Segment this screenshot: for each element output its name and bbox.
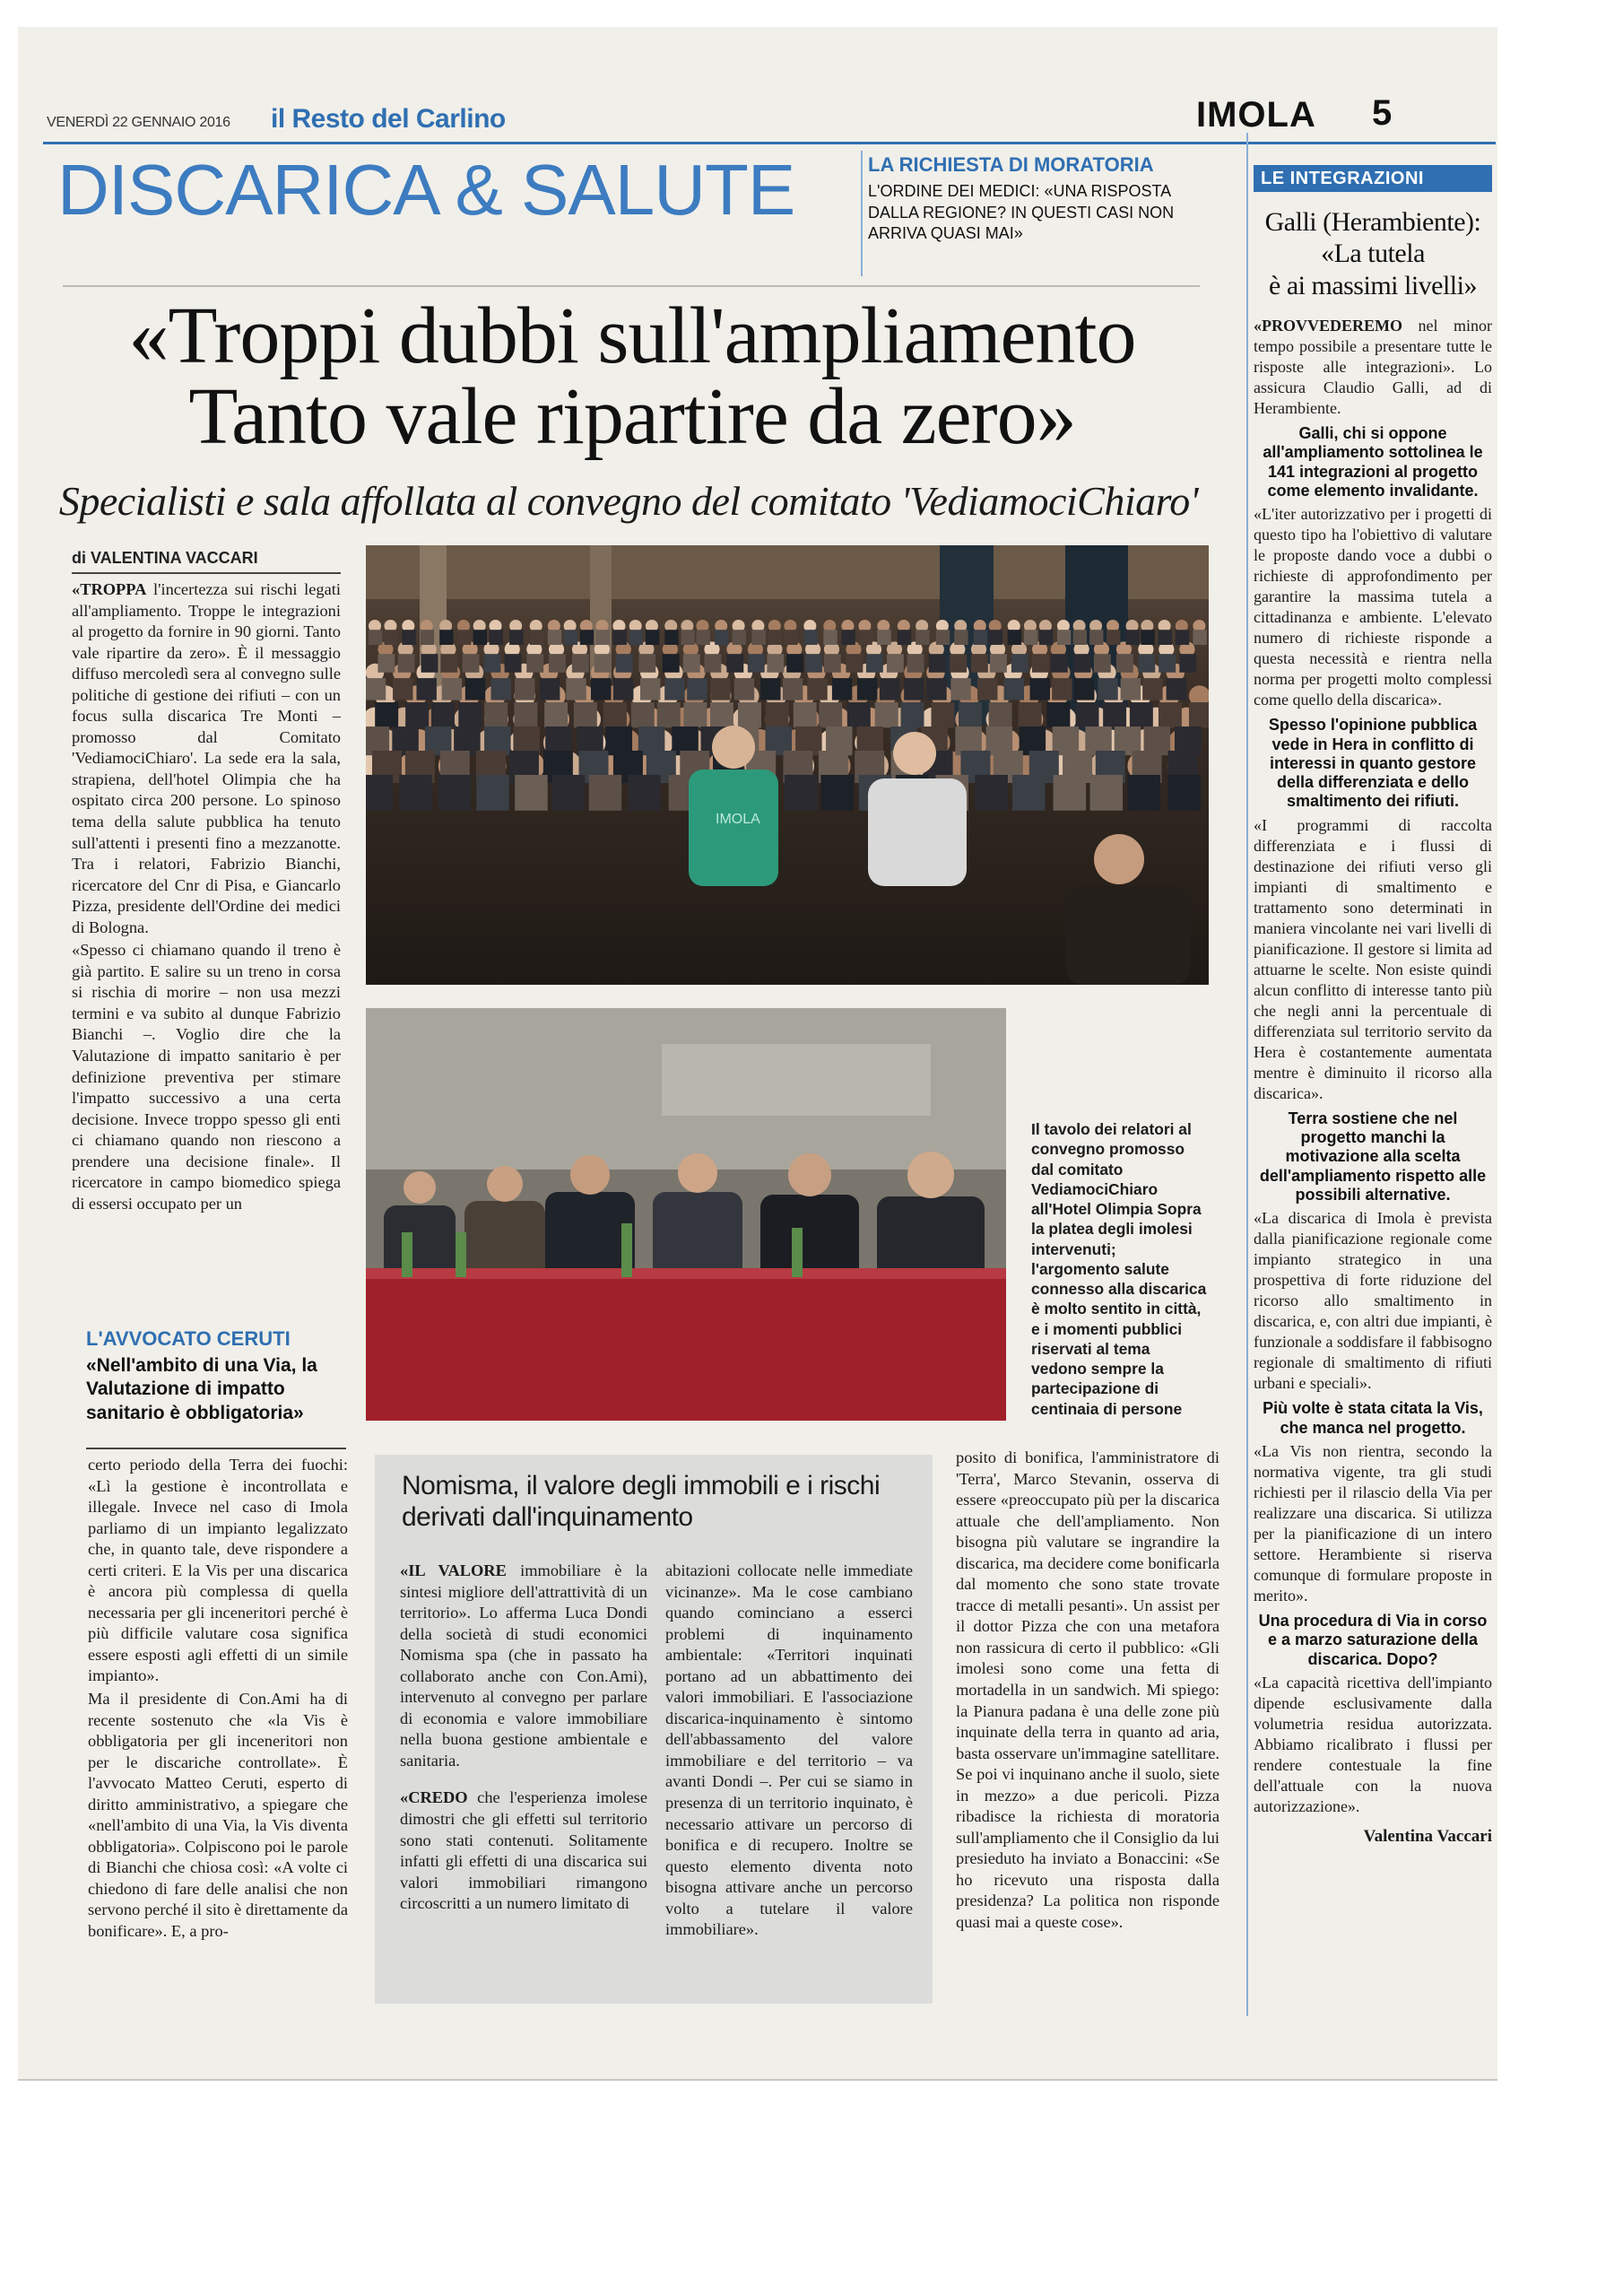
audience-body — [1073, 630, 1087, 645]
audience-body — [1167, 775, 1201, 811]
photo-caption: Il tavolo dei relatori al convegno promosso dal comitato VediamociChiaro all'Hotel Olimpia Sopra la platea degli imolesi intervenuti; l'argomento salute connesso alla discarica è molto sentito in città, e i momenti pubblici riservati al tema vedono sempre la partecipazione di centinaia di persone — [1031, 1120, 1207, 1418]
audience-body — [820, 775, 854, 811]
audience-body — [877, 630, 890, 645]
audience-body — [595, 654, 612, 673]
article-paragraph: certo periodo della Terra dei fuochi: «Lì la gestione è incontrollata e illegale. Invece nel caso di Imola parliamo di un impianto legalizzato che, in quanto tale, deve rispondere a certi criteri. E la Vis per una discarica è ancora più complessa di quella necessaria per gli inceneritori perché è più difficile valutare cosa significa essere esposti agli effetti di un simile impianto». — [88, 1456, 348, 1685]
audience-body — [926, 678, 946, 700]
audience-body — [398, 654, 415, 673]
speakers-illustration — [366, 1008, 1006, 1421]
audience-body — [366, 775, 393, 811]
nomisma-paragraph — [400, 1561, 647, 1771]
audience-body — [1052, 678, 1072, 700]
issue-date: VENERDÌ 22 GENNAIO 2016 — [47, 115, 230, 130]
audience-body — [596, 630, 610, 645]
audience-body — [803, 630, 817, 645]
newspaper-masthead: il Resto del Carlino — [271, 104, 506, 134]
audience-body — [1103, 702, 1126, 727]
audience-body — [421, 630, 434, 645]
audience-body — [990, 654, 1007, 673]
audience-body — [612, 630, 626, 645]
moratoria-divider — [861, 151, 863, 276]
audience-body — [710, 702, 733, 727]
audience-body — [640, 678, 660, 700]
audience-body — [1138, 654, 1155, 673]
audience-body — [1121, 678, 1141, 700]
nomisma-lead-2: «CREDO — [400, 1788, 468, 1807]
avvocato-rule — [86, 1448, 346, 1449]
audience-body — [375, 702, 398, 727]
audience-body — [1046, 702, 1070, 727]
audience-body — [784, 630, 797, 645]
audience-body — [875, 702, 898, 727]
audience-body — [767, 654, 784, 673]
audience-body — [819, 702, 842, 727]
audience-body — [631, 702, 655, 727]
audience-body — [663, 654, 680, 673]
audience-body — [526, 654, 543, 673]
audience-body — [1159, 702, 1182, 727]
audience-body — [989, 702, 1012, 727]
audience-body — [1054, 775, 1087, 811]
audience-body — [974, 630, 987, 645]
audience-body — [1189, 702, 1209, 727]
interview-answer: «I programmi di raccolta differenziata e i flussi di destinazione dei rifiuti verso gli impianti di smaltimento e trattamento sono determinati in maniera vincolante nei vari livelli di pianificazione. Il gestore si limita ad attuarne le scelte. Non esiste quindi alcun conflitto di interesse tanto più che negli anni la percentuale di differenziata sul territorio servito da Hera è costantemente aumentata mentre è diminuito il ricorso alla discarica». — [1254, 815, 1492, 1102]
audience-body — [734, 678, 754, 700]
audience-body — [738, 702, 761, 727]
section-city: IMOLA — [1196, 95, 1316, 135]
audience-body — [1142, 678, 1162, 700]
audience-body — [857, 678, 877, 700]
audience-body — [1030, 678, 1050, 700]
headline-line-2: Tanto vale ripartire da zero» — [188, 372, 1076, 461]
audience-body — [664, 678, 684, 700]
audience-body — [616, 654, 633, 673]
moratoria-kicker: LA RICHIESTA DI MORATORIA — [868, 153, 1154, 176]
audience-body — [929, 654, 946, 673]
byline: di VALENTINA VACCARI — [72, 549, 258, 567]
audience-body — [1130, 702, 1153, 727]
audience-body — [463, 654, 480, 673]
interview-question: Terra sostiene che nel progetto manchi la motivazione alla scelta dell'ampliamento rispetto alle possibili alternative. — [1259, 1109, 1487, 1204]
audience-body — [1193, 630, 1206, 645]
audience-body — [476, 775, 509, 811]
audience-body — [439, 630, 453, 645]
audience-body — [824, 654, 841, 673]
avvocato-kicker: L'AVVOCATO CERUTI — [86, 1327, 291, 1350]
audience-body — [515, 678, 534, 700]
audience-body — [805, 654, 822, 673]
audience-body — [785, 775, 818, 811]
interview-answer: «L'iter autorizzativo per i progetti di questo tipo ha l'obiettivo di valutare le proposte dando voce a dubbi o richieste di approfondimento per garantire la massima tutela a cittadinanza e ambiente. L'elevato numero di richieste risponde a questa necessità e rientra nella norma per progetti molto complessi come quello della discarica». — [1254, 505, 1492, 709]
audience-body — [794, 702, 817, 727]
audience-body — [866, 654, 883, 673]
headline-line-1: «Troppi dubbi sull'ampliamento — [128, 291, 1136, 380]
audience-body — [405, 702, 429, 727]
audience-body — [1011, 654, 1028, 673]
audience-photo — [366, 545, 1209, 985]
audience-body — [1024, 630, 1037, 645]
audience-body — [1127, 775, 1160, 811]
audience-body — [1179, 654, 1196, 673]
audience-body — [515, 775, 548, 811]
audience-body — [574, 702, 597, 727]
audience-body — [858, 630, 872, 645]
audience-body — [544, 702, 568, 727]
sidebar-interview — [1254, 316, 1492, 1848]
audience-body — [971, 654, 988, 673]
audience-body — [901, 702, 924, 727]
audience-body — [1176, 630, 1189, 645]
section-title: DISCARICA & SALUTE — [57, 150, 795, 230]
audience-body — [823, 630, 837, 645]
audience-body — [751, 630, 765, 645]
audience-body — [715, 630, 728, 645]
audience-body — [664, 630, 678, 645]
paragraph-text: che l'esperienza imolese dimostri che gli effetti sul territorio sono stati contenuti. Solitamente infatti gli effetti di una discarica sui valori immobiliari rimangono circoscritti a un numero limitato di — [400, 1788, 647, 1913]
audience-body — [950, 678, 970, 700]
audience-body — [710, 678, 730, 700]
audience-body — [1008, 630, 1021, 645]
audience-body — [438, 775, 472, 811]
audience-body — [959, 702, 982, 727]
audience-body — [1019, 702, 1042, 727]
audience-body — [484, 702, 508, 727]
article-subhead: Specialisti e sala affollata al convegno del comitato 'VediamociChiaro' — [58, 478, 1199, 524]
audience-body — [1039, 630, 1053, 645]
interview-question: Più volte è stata citata la Vis, che manca nel progetto. — [1263, 1399, 1483, 1437]
audience-body — [490, 630, 503, 645]
audience-body — [589, 775, 622, 811]
nomisma-column-1 — [400, 1561, 647, 1917]
audience-body — [603, 702, 627, 727]
audience-body — [1141, 630, 1154, 645]
audience-body — [491, 678, 511, 700]
audience-body — [1126, 630, 1140, 645]
headline-rule — [63, 285, 1200, 287]
audience-body — [1076, 702, 1099, 727]
audience-body — [514, 702, 537, 727]
audience-body — [548, 630, 561, 645]
article-column-3 — [956, 1448, 1219, 1935]
nomisma-paragraph — [400, 1787, 647, 1914]
interview-answer: «La capacità ricettiva dell'impianto dipende esclusivamente dalla volumetria residua autorizzata. Abbiamo ricalibrato i flussi per rendere contestuale la fine dell'attuale con la nuova autorizzazione». — [1254, 1673, 1492, 1816]
audience-body — [483, 654, 500, 673]
audience-body — [880, 678, 899, 700]
audience-body — [402, 630, 415, 645]
audience-body — [646, 630, 659, 645]
nomisma-column-2 — [665, 1561, 913, 1943]
audience-body — [421, 654, 438, 673]
audience-body — [766, 702, 789, 727]
audience-body — [1074, 654, 1091, 673]
audience-body — [591, 678, 611, 700]
paragraph-text: nel minor tempo possibile a presentare tutte le risposte alle integrazioni». Lo assicura Claudio Galli, ad di Herambiente. — [1254, 317, 1492, 418]
shirt-text: IMOLA — [716, 812, 760, 827]
interview-answer: «La Vis non rientra, secondo la normativa vigente, tra gli studi richiesti per il rilascio della Via per realizzare una discarica. Si utilizza per la pianificazione di un intero settore. Herambiente si riserva comunque di formulare proposte in merito». — [1254, 1441, 1492, 1605]
nomisma-title: Nomisma, il valore degli immobili e i rischi derivati dall'inquinamento — [402, 1471, 881, 1532]
audience-body — [1057, 630, 1071, 645]
audience-body — [683, 654, 700, 673]
audience-body — [465, 678, 485, 700]
green-sweater — [689, 770, 778, 886]
audience-body — [916, 630, 929, 645]
audience-body — [628, 775, 661, 811]
audience-body — [748, 654, 765, 673]
article-headline — [63, 291, 1202, 461]
audience-body — [887, 654, 904, 673]
audience-body — [950, 654, 967, 673]
audience-body — [1032, 654, 1049, 673]
sidebar-title-line-1: Galli (Herambiente): — [1264, 207, 1481, 237]
audience-body — [442, 678, 462, 700]
audience-body — [783, 678, 803, 700]
speakers-table-photo — [366, 1008, 1006, 1421]
audience-body — [847, 702, 871, 727]
audience-body — [1051, 654, 1068, 673]
audience-body — [989, 630, 1002, 645]
audience-body — [975, 775, 1008, 811]
audience-body — [1159, 654, 1176, 673]
audience-body — [473, 630, 487, 645]
moratoria-text: L'ORDINE DEI MEDICI: «UNA RISPOSTA DALLA REGIONE? IN QUESTI CASI NON ARRIVA QUASI MAI» — [868, 182, 1175, 242]
interview-question: Galli, chi si oppone all'ampliamento sottolinea le 141 integrazioni al progetto come elemento invalidante. — [1263, 424, 1483, 500]
audience-body — [1116, 654, 1133, 673]
audience-body — [936, 630, 950, 645]
scan-edge — [18, 2079, 1497, 2081]
moratoria-box — [868, 154, 1200, 244]
audience-body — [458, 702, 482, 727]
audience-body — [440, 654, 457, 673]
article-paragraph: posito di bonifica, l'amministratore di 'Terra', Marco Stevanin, osserva di essere «preoccupato più per la discarica attuale che dell'ampliamento. Non bisogna più valutare se ingrandire la discarica, ma decidere come bonificarla dal momento che sono state trovate tracce di metalli pesanti». Un assist per il dottor Pizza che con una metafora non rassicura di certo il pubblico: «Gli imolesi sono come una fetta di mortadella in un sandwich. Mi spiego: la Pianura padana è una delle zone più inquinate della terra in quanto ad aria, basta osservare un'immagine satellitare. Se poi vi inquinano anche il suolo, siete in mezzo» a due pericoli. Pizza ribadisce la richiesta di moratoria sull'ampliamento che il Consiglio da lui presieduto ha inviato a Bonaccini: «Se ho ricevuto una risposta dalla presidenza? La politica non risponde quasi mai a queste cose». — [956, 1448, 1219, 1932]
audience-body — [540, 678, 560, 700]
audience-body — [378, 654, 395, 673]
avvocato-quote: «Nell'ambito di una Via, la Valutazione di impatto sanitario è obbligatoria» — [86, 1355, 317, 1423]
audience-body — [580, 630, 594, 645]
audience-body — [1167, 678, 1186, 700]
audience-body — [572, 654, 589, 673]
audience-body — [1159, 630, 1172, 645]
audience-body — [457, 630, 471, 645]
sidebar-title-line-2: «La tutela — [1321, 239, 1425, 269]
audience-body — [931, 702, 954, 727]
audience-body — [832, 678, 852, 700]
audience-body — [954, 630, 968, 645]
audience-body — [505, 654, 522, 673]
sidebar-title-line-3: è ai massimi livelli» — [1269, 270, 1477, 300]
article-column-2 — [88, 1455, 348, 1944]
audience-body — [657, 702, 681, 727]
audience-body — [760, 678, 780, 700]
audience-body — [431, 702, 455, 727]
audience-body — [768, 630, 782, 645]
audience-body — [681, 630, 694, 645]
byline-rule — [72, 572, 341, 574]
audience-body — [726, 654, 743, 673]
audience-body — [509, 630, 523, 645]
audience-body — [704, 654, 721, 673]
signature: Valentina Vaccari — [1363, 1827, 1492, 1847]
audience-body — [638, 654, 655, 673]
audience-body — [1090, 775, 1124, 811]
audience-body — [552, 775, 586, 811]
interview-question: Spesso l'opinione pubblica vede in Hera in conflitto di interessi in quanto gestore della differenziata e dello smaltimento dei rifiuti. — [1268, 716, 1478, 811]
audience-body — [566, 678, 586, 700]
audience-body — [530, 630, 543, 645]
audience-body — [841, 630, 855, 645]
paragraph-text: immobiliare è la sintesi migliore dell'attrattività di un territorio». Lo afferma Luca Dondi della società di studi economici Nomisma spa (che in passato ha collaborato anche con Con.Ami), intervenuto al convegno per parlare di economia e valore immobiliare nella buona gestione ambientale e sanitaria. — [400, 1561, 647, 1770]
sidebar-lead: «PROVVEDEREMO — [1254, 317, 1402, 335]
audience-body — [549, 654, 566, 673]
article-paragraph: «Spesso ci chiamano quando il treno è già partito. E salire su un treno in corsa si rischia di morire – non usa mezzi termini e va subito al dunque Fabrizio Bianchi –. Voglio dire che la Valutazione di impatto sanitario è per definizione preventiva per stimare l'impatto successivo a una certa decisione. Invece troppo spesso gli enti ci chiamano quando non riescono a prendere una decisione finale». Il ricercatore in campo biomedico spiega di essersi occupato per un — [72, 941, 341, 1213]
red-tablecloth — [366, 1268, 1006, 1421]
audience-body — [366, 678, 386, 700]
interview-answer: «La discarica di Imola è prevista dalla pianificazione regionale come impianto strategico in una prospettiva di forte riduzione del ricorso allo smaltimento in discarica, e, con altri due impianti, è funzionale a soddisfare il fabbisogno regionale di smaltimento di rifiuti urbani e speciali». — [1254, 1209, 1492, 1393]
article-column-1 — [72, 579, 341, 1216]
audience-illustration — [366, 545, 1209, 985]
audience-body — [904, 678, 924, 700]
interview-intro — [1254, 316, 1492, 419]
audience-body — [393, 678, 412, 700]
audience-body — [696, 630, 709, 645]
audience-body — [613, 678, 633, 700]
sidebar-kicker — [1254, 165, 1492, 192]
nomisma-paragraph: abitazioni collocate nelle immediate vicinanze». Ma le cose cambiano quando cominciano a esserci problemi di inquinamento ambientale: «Territori inquinati portano ad un abbattimento dei valori immobiliari. E l'associazione discarica-inquinamento è sintomo dell'abbassamento del valore immobiliare e del territorio – va avanti Dondi –. Per cui se siamo in presenza di un territorio inquinato, è necessario attivare un percorso di bonifica e di recupero. Inoltre se questo elemento diventa noto bisogna attivare anche un percorso volto a tutelare il valore immobiliare». — [665, 1561, 913, 1939]
audience-body — [1012, 775, 1046, 811]
audience-body — [1094, 654, 1111, 673]
nomisma-lead-1: «IL VALORE — [400, 1561, 507, 1579]
paragraph-text: l'incertezza sui rischi legati all'ampliamento. Troppe le integrazioni al progetto da fornire in 90 giorni. Tanto vale ripartire da zero». È il messaggio diffuso mercoledì sera al convegno sulle politiche di gestione dei rifiuti – con un focus sulla discarica Tre Monti – promosso dal Comitato 'VediamociChiaro'. La sede era la sala, strapiena, dell'hotel Olimpia che ha ospitato circa 200 persone. Lo spinoso tema della salute pubblica ha tenuto sull'attenti i presenti fino a mezzanotte. Tra i relatori, Fabrizio Bianchi, ricercatore del Cnr di Pisa, e Giancarlo Pizza, presidente dell'Ordine dei medici di Bologna. — [72, 580, 341, 936]
sidebar-title — [1254, 206, 1492, 301]
audience-body — [1098, 678, 1117, 700]
audience-body — [687, 678, 707, 700]
page-number: 5 — [1372, 93, 1393, 133]
audience-body — [683, 702, 707, 727]
lead-word: «TROPPA — [72, 580, 147, 598]
audience-body — [907, 654, 924, 673]
audience-body — [1074, 678, 1094, 700]
audience-body — [786, 654, 803, 673]
audience-body — [807, 678, 827, 700]
audience-body — [416, 678, 436, 700]
article-paragraph — [72, 579, 341, 938]
audience-body — [399, 775, 432, 811]
audience-body — [733, 630, 746, 645]
audience-body — [369, 630, 382, 645]
article-paragraph: Ma il presidente di Con.Ami ha di recente sostenuto che «la Vis è obbligatoria per gli inceneritori non per le discariche controllate». È l'avvocato Matteo Ceruti, esperto di diritto amministrativo, a spiegare che «nell'ambito di una Via, la Vis diventa obbligatoria». Colpiscono poi le parole di Bianchi che chiosa così: «A volte ci chiedono di fare delle analisi che non servono perché il sito è direttamente da bonificare». E, a pro- — [88, 1690, 348, 1941]
audience-body — [846, 654, 863, 673]
audience-body — [1089, 630, 1103, 645]
interview-question: Una procedura di Via in corso e a marzo saturazione della discarica. Dopo? — [1258, 1612, 1488, 1668]
audience-body — [898, 630, 911, 645]
sidebar-kicker-label: LE INTEGRAZIONI — [1261, 169, 1424, 188]
audience-body — [977, 678, 997, 700]
avvocato-box — [86, 1327, 346, 1425]
audience-body — [629, 630, 643, 645]
audience-body — [384, 630, 397, 645]
audience-body — [564, 630, 577, 645]
audience-body — [1004, 678, 1024, 700]
audience-body — [1107, 630, 1120, 645]
